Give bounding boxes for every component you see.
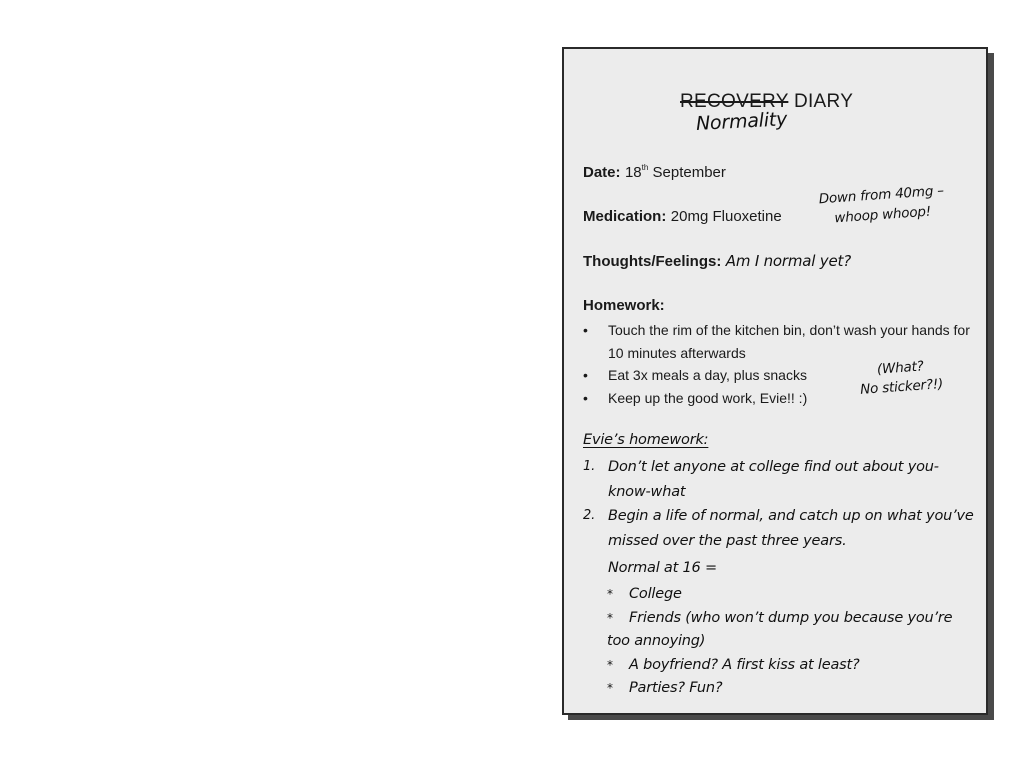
evie-homework-item [583,455,978,504]
evie-homework-text: Begin a life of normal, and catch up on what you’ve missed over the past three years. [608,508,974,549]
asterisk-icon: * [607,610,613,625]
evie-homework-item [583,504,978,553]
item-number: 2. [583,508,596,523]
date-label: Date: [583,164,621,181]
date-value [625,164,726,181]
evie-homework-list [583,455,978,553]
sticker-note-line: No sticker?!) [859,376,944,398]
asterisk-icon: * [607,681,613,695]
homework-heading: Homework: [583,297,665,314]
asterisk-icon: * [607,657,613,672]
medication-note [811,180,953,230]
title-struck-word: RECOVERY [680,91,789,112]
thoughts-row [583,252,851,271]
date-ordinal: th [641,163,649,172]
normal-item [607,583,979,607]
normal-at-16-list [607,583,979,701]
medication-note-line: Down from 40mg – [818,182,945,208]
title-word: DIARY [793,91,854,112]
evie-homework-text: Don’t let anyone at college find out about you-know-what [608,459,939,500]
normal-item-text: Parties? Fun? [629,680,723,696]
normal-item-text: College [629,586,682,602]
normal-item [607,654,979,678]
medication-row [583,208,782,226]
sticker-note-line: (What? [876,358,925,378]
normal-item [607,677,979,701]
asterisk-icon: * [607,587,613,601]
item-number: 1. [583,459,596,474]
title-correction: Normality [695,108,788,135]
sticker-note [845,355,957,401]
normal-item-text: A boyfriend? A first kiss at least? [629,656,860,673]
normal-item [607,607,979,654]
homework-item-text: Eat 3x meals a day, plus snacks [608,367,807,383]
homework-item-text: Touch the rim of the kitchen bin, don’t wash your hands for 10 minutes afterwards [608,322,970,361]
medication-value: 20mg Fluoxetine [670,208,782,225]
bullet-icon: • [583,367,588,383]
bullet-icon: • [583,389,588,406]
thoughts-value: Am I normal yet? [725,252,851,270]
thoughts-label: Thoughts/Feelings: [583,253,722,270]
date-row [583,163,726,182]
homework-item-text: Keep up the good work, Evie!! :) [608,389,808,406]
evie-homework-heading: Evie’s homework: [583,432,709,448]
normal-at-16-heading: Normal at 16 = [608,560,717,576]
normal-item-text: Friends (who won’t dump you because you’re too annoying) [607,609,953,649]
date-day: 18 [624,164,642,181]
bullet-icon: • [583,322,588,338]
medication-note-line: whoop whoop! [833,203,932,227]
date-month: September [652,164,726,181]
diary-card [562,47,988,715]
medication-label: Medication: [583,208,667,225]
